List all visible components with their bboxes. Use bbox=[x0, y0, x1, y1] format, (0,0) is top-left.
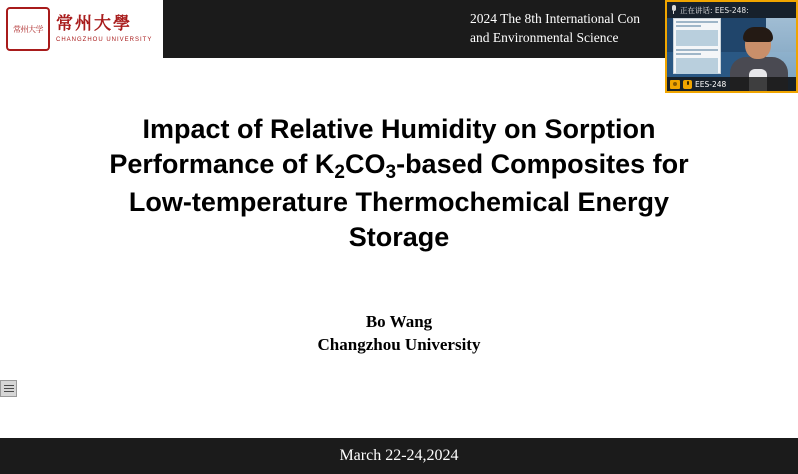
participant-name-bar bbox=[667, 77, 796, 91]
slide-title-line-3: Low-temperature Thermochemical Energy bbox=[128, 187, 670, 217]
title-formula-mid: CO bbox=[345, 149, 386, 179]
slide-title-line-2 bbox=[40, 147, 758, 185]
mic-status-icon[interactable] bbox=[683, 80, 692, 89]
active-speaker-label: 正在讲话: EES-248: bbox=[680, 5, 749, 15]
author-block bbox=[40, 310, 758, 356]
author-name: Bo Wang bbox=[365, 312, 433, 331]
title-formula-sub-2: 3 bbox=[385, 162, 397, 183]
university-name-cn: 常州大學 bbox=[56, 13, 132, 34]
title-formula-sub-1: 2 bbox=[334, 162, 345, 183]
author-affiliation: Changzhou University bbox=[317, 335, 481, 354]
video-participant-tile[interactable] bbox=[665, 0, 798, 93]
conference-title-line2: and Environmental Science bbox=[470, 30, 619, 45]
university-logo bbox=[0, 0, 163, 58]
slide-title-line-4: Storage bbox=[348, 222, 450, 252]
title-formula-pre: Performance of K bbox=[109, 149, 335, 179]
poster-board bbox=[673, 18, 721, 74]
university-seal-icon: 常州大学 bbox=[6, 7, 50, 51]
conference-title-line1: 2024 The 8th International Con bbox=[470, 11, 640, 26]
university-name-en: CHANGZHOU UNIVERSITY bbox=[56, 36, 153, 43]
slide-title bbox=[40, 112, 758, 255]
pinned-icon bbox=[670, 80, 680, 89]
university-logo-text bbox=[56, 14, 152, 45]
notes-panel-handle-icon[interactable] bbox=[0, 380, 17, 397]
active-speaker-bar bbox=[667, 2, 796, 18]
slide-title-line-1: Impact of Relative Humidity on Sorption bbox=[142, 114, 656, 144]
slide-date-bar bbox=[0, 438, 798, 474]
slide-date: March 22-24,2024 bbox=[339, 447, 459, 464]
microphone-icon bbox=[670, 5, 677, 15]
title-formula-post: -based Composites for bbox=[396, 149, 689, 179]
participant-name: EES-248 bbox=[695, 79, 727, 89]
